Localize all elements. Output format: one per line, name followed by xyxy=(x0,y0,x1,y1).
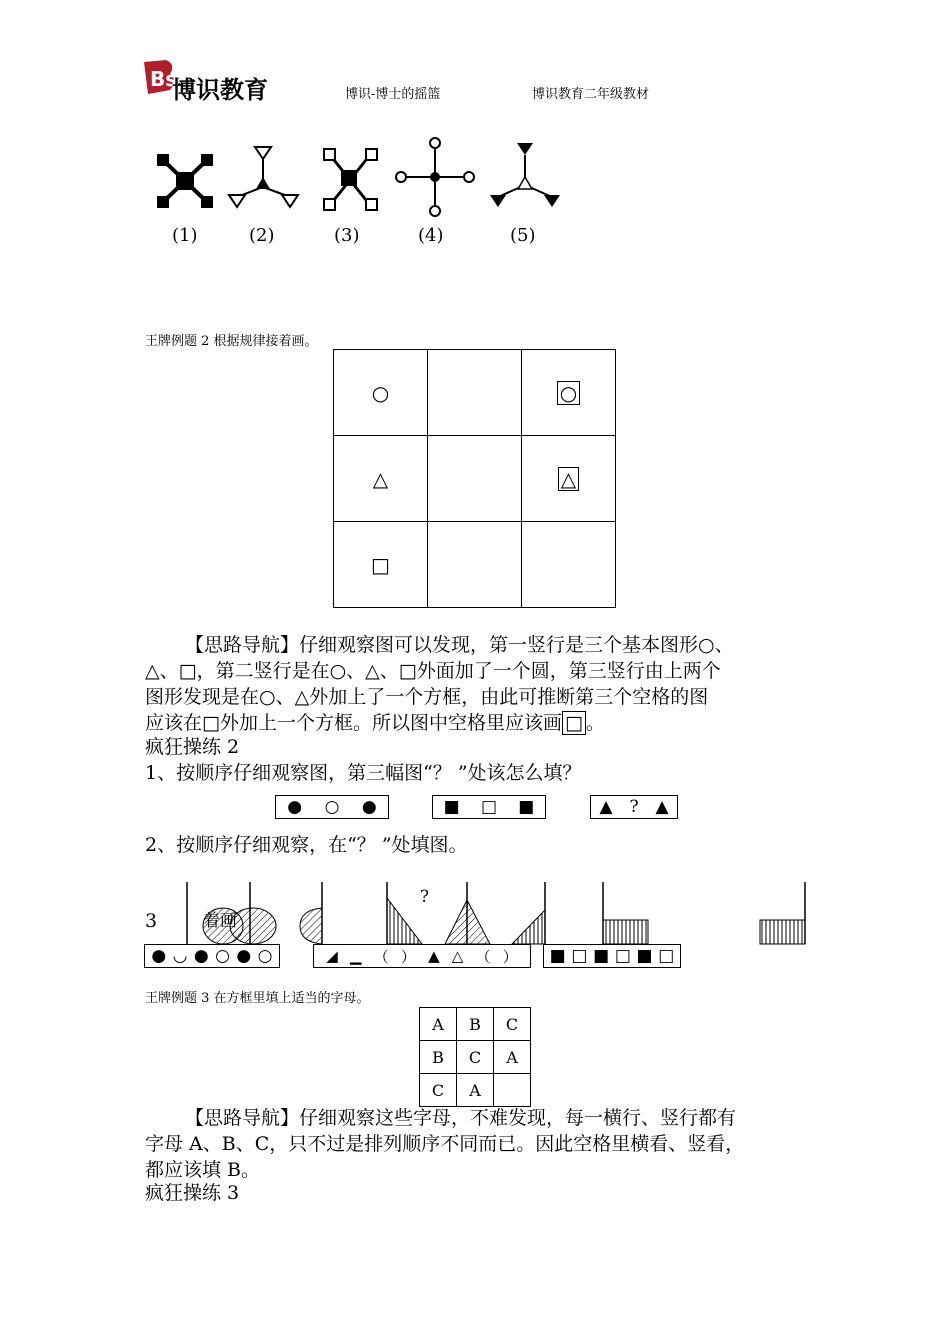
figure-shape-5 xyxy=(490,143,560,207)
answer-symbol: □ xyxy=(562,711,586,735)
material-name: 博识教育二年级教材 xyxy=(532,87,650,102)
figure-shape-1 xyxy=(157,154,213,208)
q2-graphic xyxy=(145,880,810,950)
figure-shape-3 xyxy=(324,149,377,210)
analysis-line: △、□，第二竖行是在○、△、□外面加了一个圆，第三竖行由上两个 xyxy=(145,660,721,682)
practice3-title: 疯狂操练 3 xyxy=(145,1182,240,1204)
seq-row-c: ■ □ ■ □ ■ □ xyxy=(543,944,681,968)
example3-title: 王牌例题 3 在方框里填上适当的字母。 xyxy=(145,991,370,1006)
grid-cell: C xyxy=(420,1074,457,1107)
grid-cell: A xyxy=(420,1008,457,1041)
shape-figure xyxy=(145,125,585,250)
grid-cell: B xyxy=(420,1041,457,1074)
grid-cell xyxy=(428,436,522,522)
q1-row-squares: ■ □ ■ xyxy=(432,795,546,819)
grid-cell: C xyxy=(457,1041,494,1074)
analysis-line: 【思路导航】仔细观察图可以发现，第一竖行是三个基本图形○、 xyxy=(185,634,734,656)
example2-grid xyxy=(333,349,616,608)
figure-label-2: (2) xyxy=(249,225,275,246)
grid-cell: △ xyxy=(522,436,616,522)
figure-shape-4 xyxy=(396,138,474,216)
example3-analysis xyxy=(145,1105,825,1183)
q2-question-mark: ? xyxy=(420,887,430,907)
grid-cell xyxy=(428,350,522,436)
grid-cell: ○ xyxy=(334,350,428,436)
figure-label-3: (3) xyxy=(334,225,360,246)
grid-cell: B xyxy=(457,1008,494,1041)
grid-cell: ○ xyxy=(522,350,616,436)
grid-cell: □ xyxy=(334,522,428,608)
practice3-partial-num: 3 xyxy=(145,910,158,932)
grid-cell xyxy=(522,522,616,608)
figure-label-5: (5) xyxy=(510,225,536,246)
grid-cell: C xyxy=(494,1008,531,1041)
practice3-partial-text: 着画 xyxy=(203,911,237,931)
practice2-title: 疯狂操练 2 xyxy=(145,736,240,758)
analysis-line: 【思路导航】仔细观察这些字母，不难发现，每一横行、竖行都有 xyxy=(185,1107,737,1129)
analysis-line: 都应该填 B。 xyxy=(145,1159,261,1181)
grid-cell: A xyxy=(457,1074,494,1107)
example2-analysis xyxy=(145,632,825,736)
logo-letters: Bs xyxy=(150,67,178,91)
practice2-q1: 1、按顺序仔细观察图，第三幅图“？ ”处该怎么填？ xyxy=(145,762,582,784)
figure-label-1: (1) xyxy=(172,225,198,246)
example2-title: 王牌例题 2 根据规律接着画。 xyxy=(145,334,318,349)
figure-shape-2 xyxy=(229,147,298,207)
analysis-line: 图形发现是在○、△外加上了一个方框，由此可推断第三个空格的图 xyxy=(145,686,709,708)
grid-cell: △ xyxy=(334,436,428,522)
seq-row-b: ◢ ▁ （ ） ▲ △ （ ） xyxy=(313,944,531,968)
analysis-line-last: 应该在□外加上一个方框。所以图中空格里应该画 □ 。 xyxy=(145,712,605,734)
analysis-line: 字母 A、B、C，只不过是排列顺序不同而已。因此空格里横看、竖看， xyxy=(145,1133,745,1155)
brand-name: 博识教育 xyxy=(172,76,268,104)
grid-cell: A xyxy=(494,1041,531,1074)
seq-row-a: ● ◡ ● ○ ● ○ xyxy=(144,944,280,968)
example3-grid xyxy=(419,1007,531,1107)
grid-cell xyxy=(494,1074,531,1107)
q1-row-triangles: ▲ ? ▲ xyxy=(590,795,678,819)
tagline: 博识-博士的摇篮 xyxy=(345,87,441,102)
grid-cell xyxy=(428,522,522,608)
circle-icon xyxy=(460,375,490,405)
figure-label-4: (4) xyxy=(418,225,444,246)
practice2-q2: 2、按顺序仔细观察，在“？ ”处填图。 xyxy=(145,834,468,856)
q1-row-circles: ● ○ ● xyxy=(275,795,389,819)
